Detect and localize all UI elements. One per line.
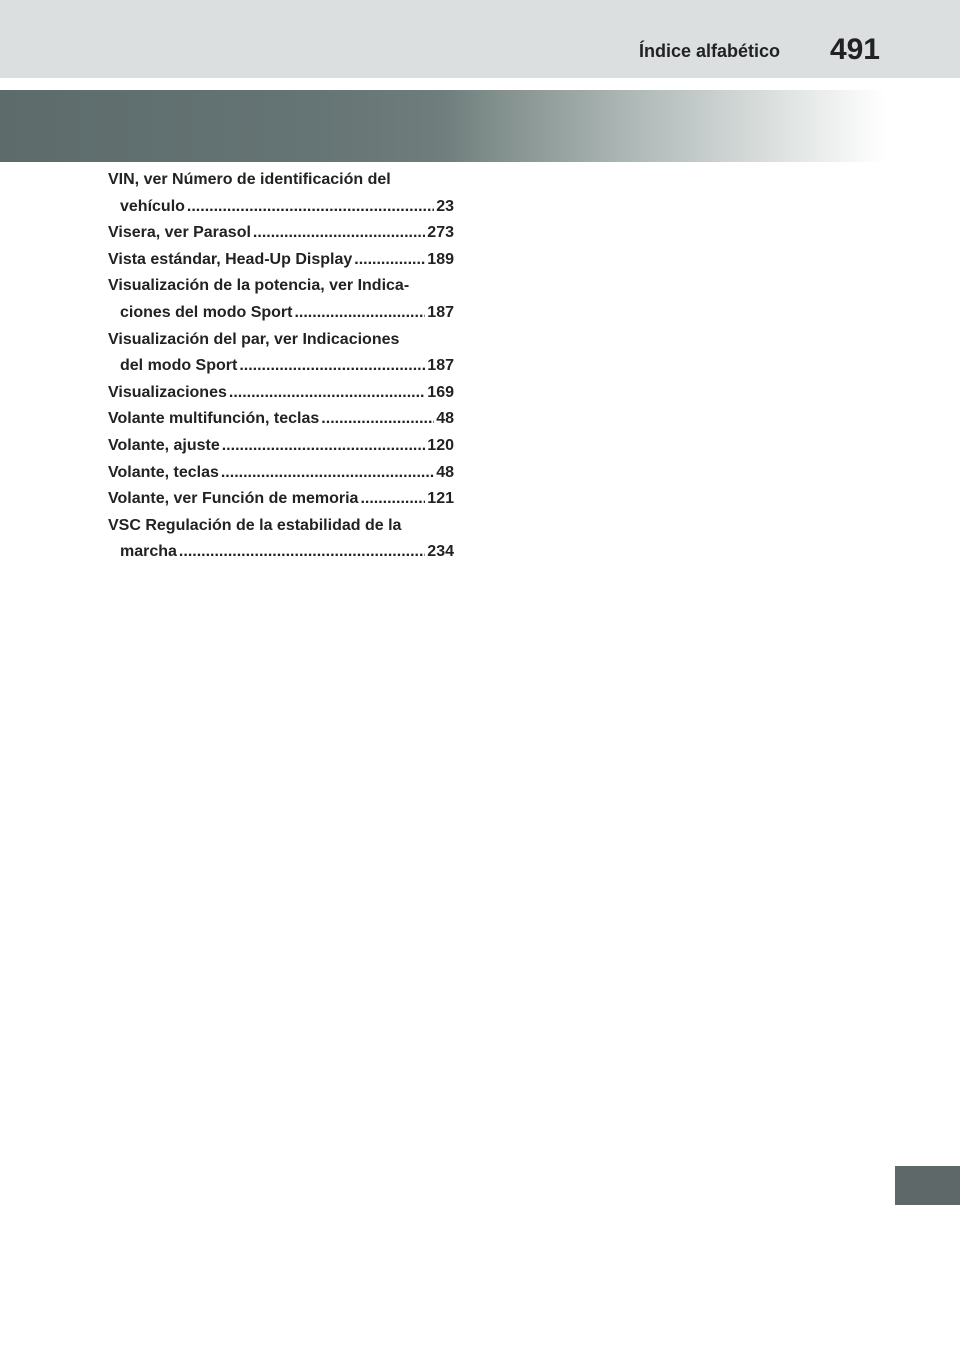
leader-dots: [354, 247, 425, 274]
entry-page: 169: [427, 383, 454, 401]
index-entry: [108, 460, 454, 487]
index-entry: [108, 380, 454, 407]
leader-dots: [179, 539, 425, 566]
entry-text: VIN, ver Número de identificación del: [108, 171, 391, 188]
entry-text: del modo Sport: [120, 357, 238, 375]
entry-page: 189: [427, 250, 454, 268]
chapter-gradient-bar: [0, 90, 886, 162]
header-band: [0, 0, 960, 78]
entry-page: 48: [436, 463, 454, 481]
thumb-index-tab: [895, 1166, 960, 1205]
entry-page: 48: [436, 410, 454, 428]
entry-text: Vista estándar, Head-Up Display: [108, 250, 353, 268]
entry-page: 187: [427, 303, 454, 321]
entry-line: [108, 353, 454, 380]
index-entry: [108, 513, 454, 566]
entry-line: [108, 433, 454, 460]
entry-text: Volante, ajuste: [108, 436, 220, 454]
leader-dots: [360, 486, 425, 513]
section-title: Índice alfabético: [638, 41, 780, 61]
index-entry: [108, 433, 454, 460]
entry-page: 234: [427, 543, 454, 561]
entry-line: [108, 273, 454, 300]
entry-line: [108, 486, 454, 513]
entry-page: 23: [436, 197, 454, 215]
entry-page: 120: [427, 436, 454, 454]
entry-text: Visualización de la potencia, ver Indica-: [108, 277, 410, 295]
entry-line: [108, 460, 454, 487]
leader-dots: [294, 300, 425, 327]
entry-line: [108, 167, 454, 194]
entry-line: [108, 513, 454, 540]
index-entry: [108, 486, 454, 513]
entry-line: [108, 380, 454, 407]
entry-text: Volante multifunción, teclas: [108, 410, 320, 428]
leader-dots: [222, 433, 426, 460]
entry-page: 121: [427, 490, 454, 508]
entry-text: Visualizaciones: [108, 383, 227, 401]
entry-line: [108, 539, 454, 566]
entry-page: 187: [427, 357, 454, 375]
leader-dots: [239, 353, 425, 380]
index-entry: [108, 327, 454, 380]
entry-line: [108, 327, 454, 354]
index-list: [108, 167, 454, 566]
entry-text: VSC Regulación de la estabilidad de la: [108, 516, 402, 534]
entry-text: vehículo: [120, 197, 185, 215]
leader-dots: [221, 460, 434, 487]
entry-line: [108, 220, 454, 247]
entry-line: [108, 406, 454, 433]
index-entry: [108, 273, 454, 326]
entry-text: Visualización del par, ver Indicaciones: [108, 330, 400, 348]
entry-text: Volante, teclas: [108, 463, 219, 481]
entry-line: [108, 194, 454, 221]
entry-line: [108, 247, 454, 274]
index-entry: [108, 406, 454, 433]
leader-dots: [229, 380, 425, 407]
entry-page: 273: [427, 224, 454, 242]
entry-text: Visera, ver Parasol: [108, 224, 251, 242]
leader-dots: [187, 194, 434, 221]
leader-dots: [253, 220, 425, 247]
leader-dots: [321, 406, 434, 433]
index-entry: [108, 247, 454, 274]
index-entry: [108, 220, 454, 247]
entry-text: marcha: [120, 543, 177, 561]
page-number: 491: [829, 33, 880, 66]
index-entry: [108, 167, 454, 220]
entry-text: ciones del modo Sport: [120, 303, 293, 321]
entry-line: [108, 300, 454, 327]
entry-text: Volante, ver Función de memoria: [108, 490, 359, 508]
